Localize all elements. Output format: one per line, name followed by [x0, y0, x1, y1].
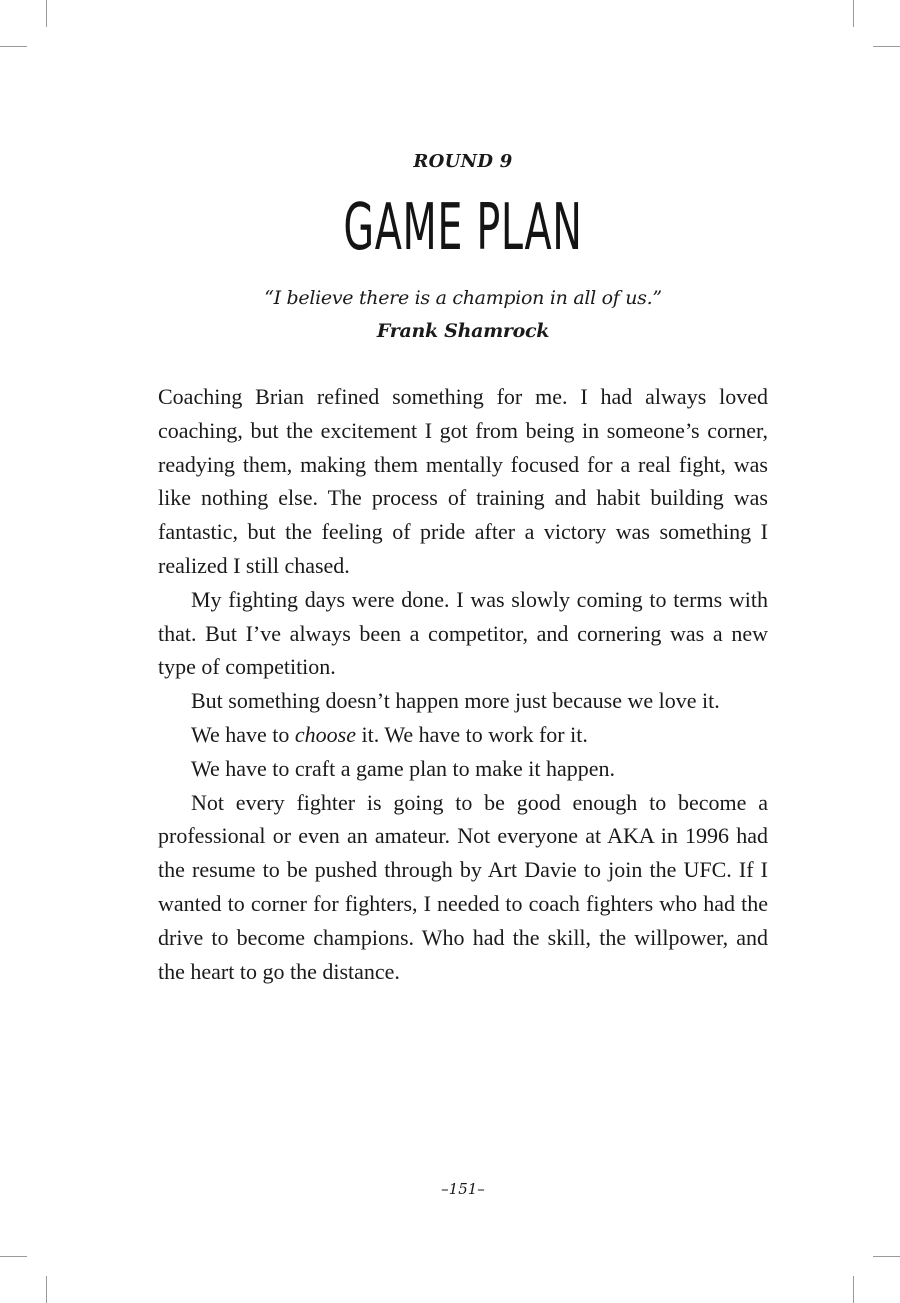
epigraph-author: Frank Shamrock — [376, 320, 550, 342]
crop-mark — [853, 1276, 854, 1303]
crop-mark — [0, 1256, 27, 1257]
chapter-title: GAME PLAN — [343, 191, 583, 265]
paragraph: We have to craft a game plan to make it happen. — [191, 755, 615, 781]
chapter-number: ROUND 9 — [413, 151, 513, 172]
crop-mark — [46, 0, 47, 27]
paragraph-text: it. We have to work for it. — [356, 721, 588, 747]
epigraph-quote: “I believe there is a champion in all of us.” — [264, 287, 662, 309]
page-number: –151– — [441, 1180, 485, 1198]
paragraph: My fighting days were done. I was slowly coming to terms with that. But I’ve always been a competitor, and cornering was a new type of competition. — [158, 586, 768, 680]
emphasized-word: choose — [294, 721, 357, 747]
crop-mark — [873, 46, 900, 47]
paragraph: Not every fighter is going to be good enough to become a professional or even an amateur. Not everyone at AKA in 1996 had the resume to be pushed through by Art Davie to join the UFC. If I wanted to corner for fighters, I needed to coach fighters who had the drive to become champions. Who had the skill, the willpower, and the heart to go the distance. — [158, 789, 768, 984]
crop-mark — [46, 1276, 47, 1303]
paragraph — [158, 718, 768, 752]
paragraph: But something doesn’t happen more just because we love it. — [191, 688, 720, 714]
crop-mark — [853, 0, 854, 27]
body-text — [158, 380, 768, 988]
paragraph: Coaching Brian refined something for me. I had always loved coaching, but the excitement I got from being in someone’s corner, readying them, making them mentally focused for a real fight, was like nothing else. The process of training and habit building was fantastic, but the feeling of pride after a victory was something I realized I still chased. — [158, 384, 768, 578]
crop-mark — [873, 1256, 900, 1257]
paragraph-text: We have to — [191, 721, 295, 747]
crop-mark — [0, 46, 27, 47]
